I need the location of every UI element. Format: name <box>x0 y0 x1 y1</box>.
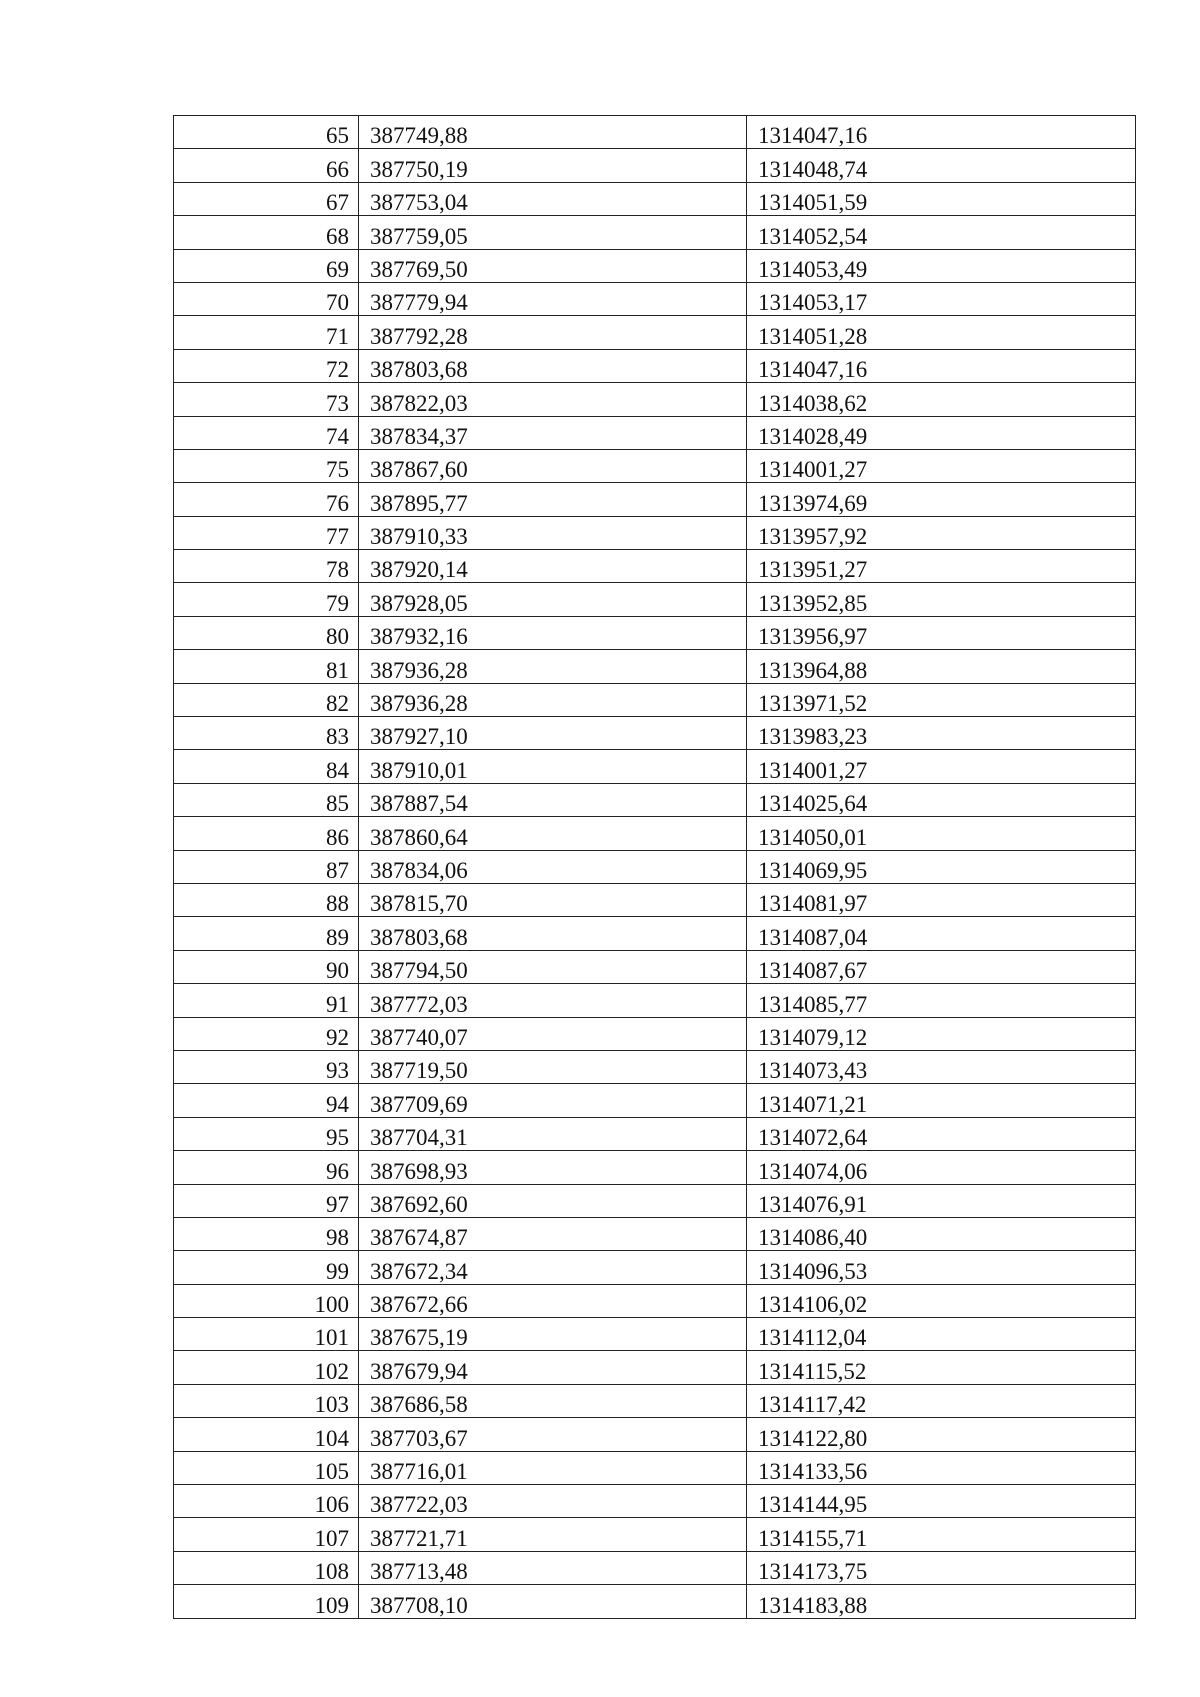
y-coordinate-cell: 1314081,97 <box>747 883 1136 916</box>
x-coordinate-cell: 387815,70 <box>359 883 747 916</box>
table-row <box>174 1518 1136 1551</box>
x-coordinate-cell: 387822,03 <box>359 383 747 416</box>
table-row <box>174 1318 1136 1351</box>
x-coordinate-cell: 387932,16 <box>359 616 747 649</box>
table-row <box>174 883 1136 916</box>
x-coordinate-cell: 387686,58 <box>359 1384 747 1417</box>
table-row <box>174 917 1136 950</box>
x-coordinate-cell: 387721,71 <box>359 1518 747 1551</box>
table-row <box>174 1585 1136 1618</box>
y-coordinate-cell: 1314086,40 <box>747 1217 1136 1250</box>
y-coordinate-cell: 1314073,43 <box>747 1050 1136 1083</box>
y-coordinate-cell: 1314173,75 <box>747 1551 1136 1584</box>
point-number-cell: 87 <box>174 850 359 883</box>
y-coordinate-cell: 1314087,04 <box>747 917 1136 950</box>
y-coordinate-cell: 1314053,17 <box>747 282 1136 315</box>
x-coordinate-cell: 387692,60 <box>359 1184 747 1217</box>
x-coordinate-cell: 387779,94 <box>359 282 747 315</box>
point-number-cell: 72 <box>174 349 359 382</box>
y-coordinate-cell: 1314071,21 <box>747 1084 1136 1117</box>
table-row <box>174 717 1136 750</box>
x-coordinate-cell: 387772,03 <box>359 984 747 1017</box>
point-number-cell: 77 <box>174 516 359 549</box>
y-coordinate-cell: 1313983,23 <box>747 717 1136 750</box>
table-row <box>174 449 1136 482</box>
y-coordinate-cell: 1314079,12 <box>747 1017 1136 1050</box>
y-coordinate-cell: 1314144,95 <box>747 1485 1136 1518</box>
y-coordinate-cell: 1314115,52 <box>747 1351 1136 1384</box>
table-row <box>174 1284 1136 1317</box>
table-row <box>174 683 1136 716</box>
table-row <box>174 1117 1136 1150</box>
y-coordinate-cell: 1313964,88 <box>747 650 1136 683</box>
x-coordinate-cell: 387910,33 <box>359 516 747 549</box>
y-coordinate-cell: 1313956,97 <box>747 616 1136 649</box>
x-coordinate-cell: 387794,50 <box>359 950 747 983</box>
point-number-cell: 86 <box>174 817 359 850</box>
point-number-cell: 83 <box>174 717 359 750</box>
point-number-cell: 105 <box>174 1451 359 1484</box>
y-coordinate-cell: 1314155,71 <box>747 1518 1136 1551</box>
table-row <box>174 516 1136 549</box>
x-coordinate-cell: 387674,87 <box>359 1217 747 1250</box>
table-row <box>174 750 1136 783</box>
point-number-cell: 97 <box>174 1184 359 1217</box>
table-row <box>174 950 1136 983</box>
point-number-cell: 85 <box>174 783 359 816</box>
table-row <box>174 349 1136 382</box>
point-number-cell: 107 <box>174 1518 359 1551</box>
table-row <box>174 383 1136 416</box>
x-coordinate-cell: 387759,05 <box>359 216 747 249</box>
table-row <box>174 216 1136 249</box>
table-row <box>174 1050 1136 1083</box>
point-number-cell: 91 <box>174 984 359 1017</box>
point-number-cell: 84 <box>174 750 359 783</box>
table-row <box>174 1351 1136 1384</box>
table-row <box>174 1551 1136 1584</box>
table-row <box>174 116 1136 149</box>
x-coordinate-cell: 387709,69 <box>359 1084 747 1117</box>
point-number-cell: 81 <box>174 650 359 683</box>
table-row <box>174 1084 1136 1117</box>
y-coordinate-cell: 1314112,04 <box>747 1318 1136 1351</box>
y-coordinate-cell: 1314025,64 <box>747 783 1136 816</box>
point-number-cell: 69 <box>174 249 359 282</box>
point-number-cell: 104 <box>174 1418 359 1451</box>
table-row <box>174 650 1136 683</box>
x-coordinate-cell: 387920,14 <box>359 550 747 583</box>
x-coordinate-cell: 387675,19 <box>359 1318 747 1351</box>
point-number-cell: 98 <box>174 1217 359 1250</box>
x-coordinate-cell: 387708,10 <box>359 1585 747 1618</box>
point-number-cell: 73 <box>174 383 359 416</box>
table-row <box>174 817 1136 850</box>
y-coordinate-cell: 1313957,92 <box>747 516 1136 549</box>
y-coordinate-cell: 1314038,62 <box>747 383 1136 416</box>
y-coordinate-cell: 1314133,56 <box>747 1451 1136 1484</box>
x-coordinate-cell: 387719,50 <box>359 1050 747 1083</box>
y-coordinate-cell: 1314087,67 <box>747 950 1136 983</box>
y-coordinate-cell: 1314047,16 <box>747 349 1136 382</box>
point-number-cell: 96 <box>174 1151 359 1184</box>
y-coordinate-cell: 1314001,27 <box>747 750 1136 783</box>
y-coordinate-cell: 1314183,88 <box>747 1585 1136 1618</box>
point-number-cell: 76 <box>174 483 359 516</box>
table-row <box>174 1418 1136 1451</box>
point-number-cell: 109 <box>174 1585 359 1618</box>
x-coordinate-cell: 387887,54 <box>359 783 747 816</box>
x-coordinate-cell: 387769,50 <box>359 249 747 282</box>
point-number-cell: 74 <box>174 416 359 449</box>
table-row <box>174 550 1136 583</box>
y-coordinate-cell: 1314085,77 <box>747 984 1136 1017</box>
y-coordinate-cell: 1314051,59 <box>747 182 1136 215</box>
table-row <box>174 1017 1136 1050</box>
point-number-cell: 88 <box>174 883 359 916</box>
y-coordinate-cell: 1314122,80 <box>747 1418 1136 1451</box>
x-coordinate-cell: 387803,68 <box>359 917 747 950</box>
y-coordinate-cell: 1313971,52 <box>747 683 1136 716</box>
table-row <box>174 850 1136 883</box>
y-coordinate-cell: 1314117,42 <box>747 1384 1136 1417</box>
point-number-cell: 70 <box>174 282 359 315</box>
point-number-cell: 65 <box>174 116 359 149</box>
table-row <box>174 1151 1136 1184</box>
y-coordinate-cell: 1314048,74 <box>747 149 1136 182</box>
table-row <box>174 416 1136 449</box>
table-row <box>174 1451 1136 1484</box>
y-coordinate-cell: 1314106,02 <box>747 1284 1136 1317</box>
y-coordinate-cell: 1314072,64 <box>747 1117 1136 1150</box>
point-number-cell: 90 <box>174 950 359 983</box>
point-number-cell: 108 <box>174 1551 359 1584</box>
point-number-cell: 94 <box>174 1084 359 1117</box>
x-coordinate-cell: 387803,68 <box>359 349 747 382</box>
x-coordinate-cell: 387698,93 <box>359 1151 747 1184</box>
x-coordinate-cell: 387722,03 <box>359 1485 747 1518</box>
point-number-cell: 66 <box>174 149 359 182</box>
y-coordinate-cell: 1314051,28 <box>747 316 1136 349</box>
point-number-cell: 95 <box>174 1117 359 1150</box>
y-coordinate-cell: 1314001,27 <box>747 449 1136 482</box>
table-row <box>174 182 1136 215</box>
point-number-cell: 68 <box>174 216 359 249</box>
y-coordinate-cell: 1313951,27 <box>747 550 1136 583</box>
point-number-cell: 79 <box>174 583 359 616</box>
point-number-cell: 103 <box>174 1384 359 1417</box>
point-number-cell: 102 <box>174 1351 359 1384</box>
table-row <box>174 149 1136 182</box>
y-coordinate-cell: 1313974,69 <box>747 483 1136 516</box>
y-coordinate-cell: 1314028,49 <box>747 416 1136 449</box>
point-number-cell: 78 <box>174 550 359 583</box>
x-coordinate-cell: 387740,07 <box>359 1017 747 1050</box>
y-coordinate-cell: 1314076,91 <box>747 1184 1136 1217</box>
table-row <box>174 316 1136 349</box>
coordinates-table-body <box>174 116 1136 1619</box>
x-coordinate-cell: 387860,64 <box>359 817 747 850</box>
table-row <box>174 583 1136 616</box>
table-row <box>174 1184 1136 1217</box>
table-row <box>174 783 1136 816</box>
y-coordinate-cell: 1314047,16 <box>747 116 1136 149</box>
y-coordinate-cell: 1314053,49 <box>747 249 1136 282</box>
table-row <box>174 249 1136 282</box>
y-coordinate-cell: 1314069,95 <box>747 850 1136 883</box>
x-coordinate-cell: 387834,06 <box>359 850 747 883</box>
x-coordinate-cell: 387679,94 <box>359 1351 747 1384</box>
table-row <box>174 282 1136 315</box>
x-coordinate-cell: 387672,66 <box>359 1284 747 1317</box>
x-coordinate-cell: 387910,01 <box>359 750 747 783</box>
point-number-cell: 89 <box>174 917 359 950</box>
y-coordinate-cell: 1313952,85 <box>747 583 1136 616</box>
x-coordinate-cell: 387749,88 <box>359 116 747 149</box>
table-row <box>174 1217 1136 1250</box>
coordinates-table <box>173 115 1136 1619</box>
point-number-cell: 71 <box>174 316 359 349</box>
x-coordinate-cell: 387867,60 <box>359 449 747 482</box>
y-coordinate-cell: 1314096,53 <box>747 1251 1136 1284</box>
y-coordinate-cell: 1314074,06 <box>747 1151 1136 1184</box>
point-number-cell: 101 <box>174 1318 359 1351</box>
point-number-cell: 99 <box>174 1251 359 1284</box>
x-coordinate-cell: 387928,05 <box>359 583 747 616</box>
x-coordinate-cell: 387753,04 <box>359 182 747 215</box>
table-row <box>174 984 1136 1017</box>
table-row <box>174 483 1136 516</box>
x-coordinate-cell: 387792,28 <box>359 316 747 349</box>
x-coordinate-cell: 387713,48 <box>359 1551 747 1584</box>
table-row <box>174 1384 1136 1417</box>
x-coordinate-cell: 387834,37 <box>359 416 747 449</box>
point-number-cell: 80 <box>174 616 359 649</box>
x-coordinate-cell: 387750,19 <box>359 149 747 182</box>
y-coordinate-cell: 1314050,01 <box>747 817 1136 850</box>
point-number-cell: 100 <box>174 1284 359 1317</box>
y-coordinate-cell: 1314052,54 <box>747 216 1136 249</box>
x-coordinate-cell: 387927,10 <box>359 717 747 750</box>
x-coordinate-cell: 387704,31 <box>359 1117 747 1150</box>
x-coordinate-cell: 387703,67 <box>359 1418 747 1451</box>
table-row <box>174 1485 1136 1518</box>
x-coordinate-cell: 387672,34 <box>359 1251 747 1284</box>
x-coordinate-cell: 387895,77 <box>359 483 747 516</box>
point-number-cell: 75 <box>174 449 359 482</box>
table-row <box>174 616 1136 649</box>
x-coordinate-cell: 387936,28 <box>359 683 747 716</box>
point-number-cell: 82 <box>174 683 359 716</box>
point-number-cell: 93 <box>174 1050 359 1083</box>
point-number-cell: 92 <box>174 1017 359 1050</box>
table-row <box>174 1251 1136 1284</box>
point-number-cell: 106 <box>174 1485 359 1518</box>
point-number-cell: 67 <box>174 182 359 215</box>
x-coordinate-cell: 387936,28 <box>359 650 747 683</box>
x-coordinate-cell: 387716,01 <box>359 1451 747 1484</box>
